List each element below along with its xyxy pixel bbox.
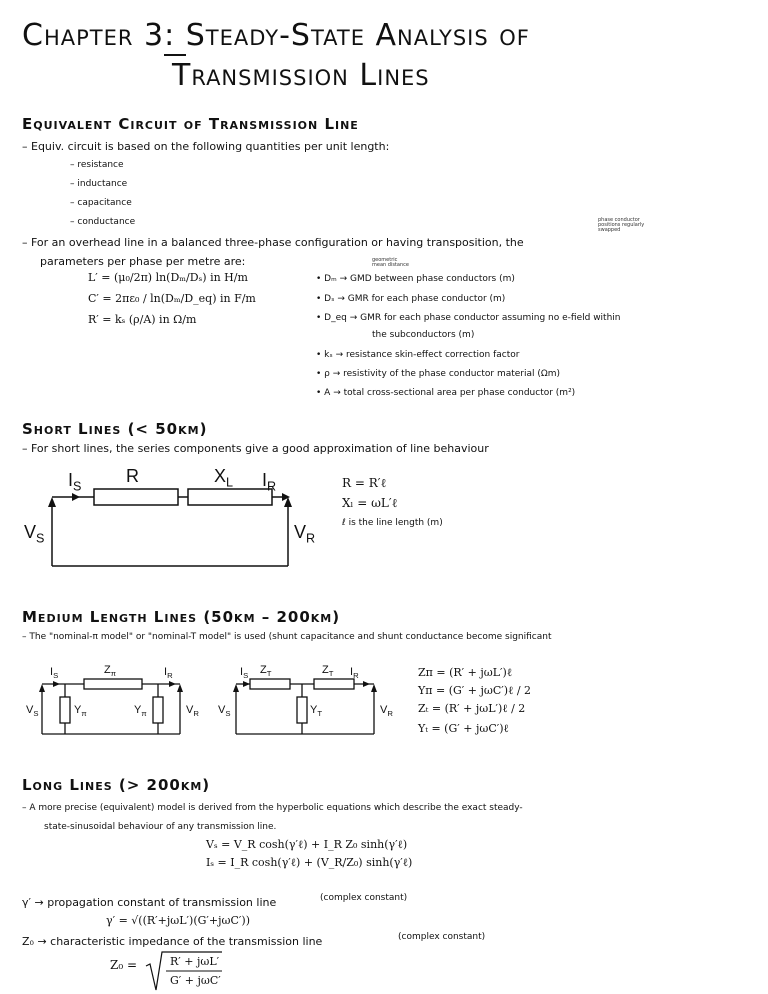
short-label-ir: $I_R$ (262, 470, 277, 494)
short-eq-r: R = R′ℓ (342, 476, 387, 490)
long-eq-vs: Vₛ = V_R cosh(γ′ℓ) + I_R Z₀ sinh(γ′ℓ) (206, 838, 408, 851)
equation-capacitance: C′ = 2πε₀ / ln(Dₘ/D_eq) in F/m (88, 292, 256, 305)
section-heading-equivalent: Equivalent Circuit of Transmission Line (22, 115, 359, 133)
page-title-line2: Transmission Lines (172, 58, 430, 93)
gamma-equation: γ′ = √((R′+jωL′)(G′+jωC′)) (106, 914, 251, 927)
gamma-definition: γ′ → propagation constant of transmission line (22, 896, 277, 909)
t-label-vs: $V_S$ (218, 704, 231, 719)
pi-label-ir: $I_R$ (164, 666, 173, 681)
equiv-intro: – Equiv. circuit is based on the following quantities per unit length: (22, 140, 390, 153)
definition-deq: • D_eq → GMR for each phase conductor assuming no e-field within (316, 313, 621, 323)
definition-area: • A → total cross-sectional area per phase conductor (m²) (316, 388, 576, 398)
t-label-is: $I_S$ (240, 666, 249, 681)
pi-label-vs: $V_S$ (26, 704, 39, 719)
page-title-line1: Chapter 3: Steady-State Analysis of (22, 18, 530, 53)
list-item-inductance: – inductance (70, 179, 128, 189)
z0-lhs: Z₀ = (110, 958, 138, 972)
definition-deq-cont: the subconductors (m) (372, 330, 475, 340)
t-label-y: $Y_T$ (310, 704, 323, 719)
t-label-vr: $V_R$ (380, 704, 393, 719)
overhead-note2: parameters per phase per metre are: (40, 255, 246, 268)
long-note: – A more precise (equivalent) model is derived from the hyperbolic equations which describe the exact steady- (22, 803, 523, 813)
list-item-conductance: – conductance (70, 217, 136, 227)
medium-eq-ypi: Yπ = (G′ + jωC′)ℓ / 2 (418, 684, 532, 697)
short-label-vs: $V_S$ (24, 522, 45, 546)
equation-resistance: R′ = kₛ (ρ/A) in Ω/m (88, 313, 197, 326)
pi-label-vr: $V_R$ (186, 704, 199, 719)
equation-inductance: L′ = (μ₀/2π) ln(Dₘ/Dₛ) in H/m (88, 271, 248, 284)
short-label-is: $I_S$ (68, 470, 82, 494)
pi-label-is: $I_S$ (50, 666, 59, 681)
medium-note: – The "nominal-π model" or "nominal-T model" is used (shunt capacitance and shunt conductance become significant (22, 632, 552, 642)
section-heading-short: Short Lines (< 50km) (22, 420, 208, 438)
long-eq-is: Iₛ = I_R cosh(γ′ℓ) + (V_R/Z₀) sinh(γ′ℓ) (206, 856, 413, 869)
long-note2: state-sinusoidal behaviour of any transmission line. (44, 822, 277, 832)
annotation-gmd: geometric mean distance (372, 257, 409, 268)
z0-denominator: G′ + jωC′ (170, 974, 221, 987)
definition-ks: • kₛ → resistance skin-effect correction factor (316, 350, 520, 360)
medium-eq-yt: Yₜ = (G′ + jωC′)ℓ (418, 722, 509, 735)
z0-definition: Z₀ → characteristic impedance of the transmission line (22, 935, 323, 948)
z0-numerator: R′ + jωL′ (170, 955, 220, 968)
short-label-r: R (126, 466, 139, 486)
short-label-xl: $X_L$ (214, 466, 234, 490)
pi-label-y1: $Y_\pi$ (74, 704, 87, 719)
list-item-resistance: – resistance (70, 160, 124, 170)
z0-tag: (complex constant) (398, 932, 486, 942)
annotation-transposition: phase conductor positions regularly swapped (598, 217, 645, 233)
section-heading-long: Long Lines (> 200km) (22, 776, 211, 794)
t-label-ir: $I_R$ (350, 666, 359, 681)
definition-ds: • Dₛ → GMR for each phase conductor (m) (316, 294, 506, 304)
pi-label-y2: $Y_\pi$ (134, 704, 147, 719)
short-eq-xl: Xₗ = ωL′ℓ (342, 496, 398, 510)
section-heading-medium: Medium Length Lines (50km – 200km) (22, 608, 341, 626)
list-item-capacitance: – capacitance (70, 198, 132, 208)
medium-eq-zt: Zₜ = (R′ + jωL′)ℓ / 2 (418, 702, 526, 715)
short-eq-l: ℓ is the line length (m) (342, 518, 443, 528)
overhead-note: – For an overhead line in a balanced three-phase configuration or having transposition, the (22, 236, 524, 249)
pi-label-z: $Z_\pi$ (104, 664, 117, 679)
short-note: – For short lines, the series components give a good approximation of line behaviour (22, 442, 489, 455)
definition-dm: • Dₘ → GMD between phase conductors (m) (316, 274, 515, 284)
short-label-vr: $V_R$ (294, 522, 316, 546)
medium-eq-zpi: Zπ = (R′ + jωL′)ℓ (418, 666, 513, 679)
gamma-tag: (complex constant) (320, 893, 408, 903)
t-label-z1: $Z_T$ (260, 664, 272, 679)
definition-rho: • ρ → resistivity of the phase conductor material (Ωm) (316, 369, 561, 379)
t-label-z2: $Z_T$ (322, 664, 334, 679)
